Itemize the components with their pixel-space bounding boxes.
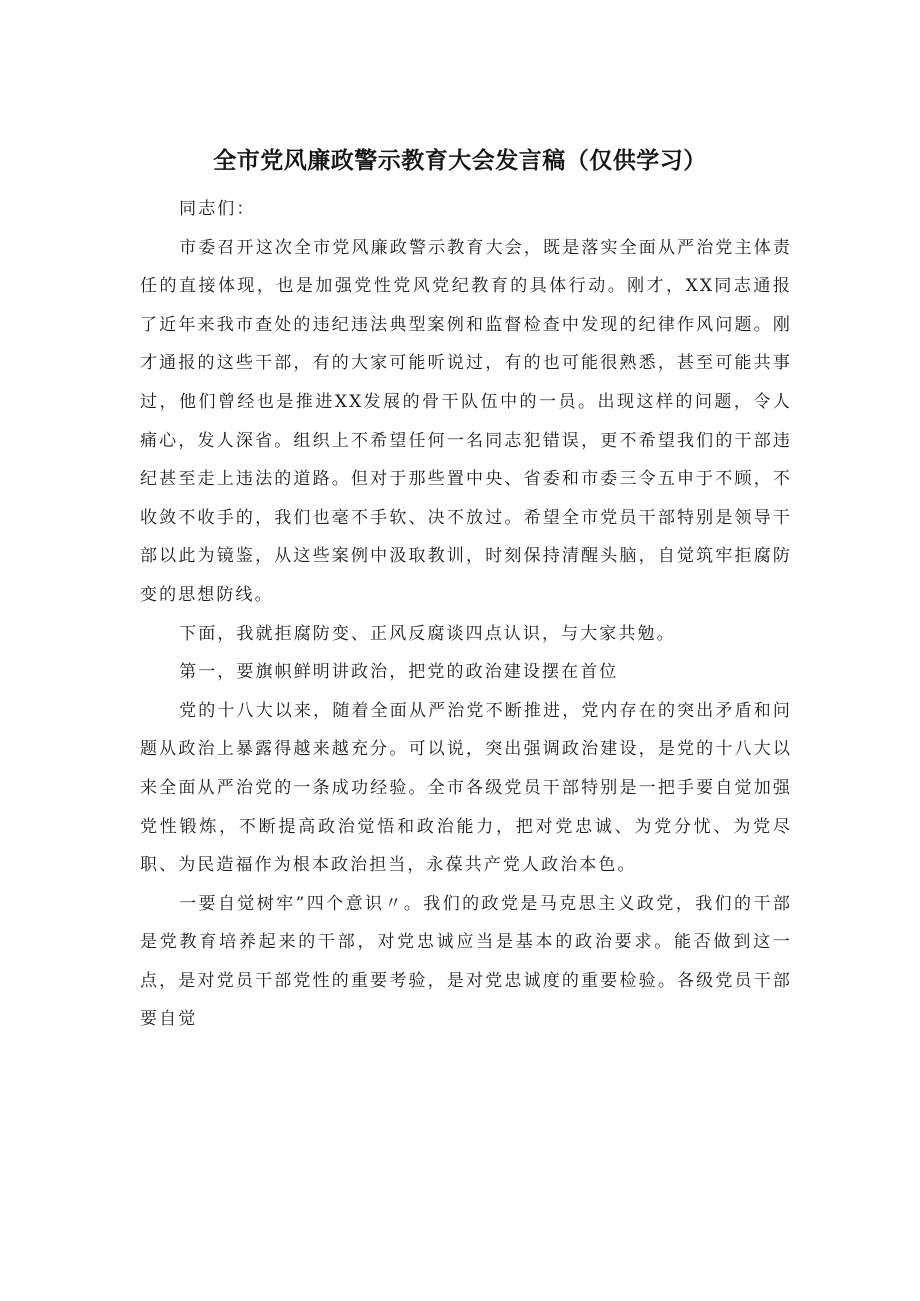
body-paragraph: 一要自觉树牢”四个意识〃。我们的政党是马克思主义政党，我们的干部是党教育培养起来的干部，对党忠诚应当是基本的政治要求。能否做到这一点，是对党员干部党性的重要考验，是对党忠诚度的重要检验。各级党员干部要自觉	[140, 893, 792, 1030]
section-heading: 第一，要旗帜鲜明讲政治，把党的政治建设摆在首位	[179, 662, 619, 683]
opening-paragraph: 市委召开这次全市党风廉政警示教育大会，既是落实全面从严治党主体责任的直接体现，也是加强党性党风党纪教育的具体行动。刚才，XX同志通报了近年来我市查处的违纪违法典型案例和监督检查中发现的纪律作风问题。刚才通报的这些干部，有的大家可能听说过，有的也可能很熟悉，甚至可能共事过，他们曾经也是推进XX发展的骨干队伍中的一员。出现这样的问题，令人痛心，发人深省。组织上不希望任何一名同志犯错误，更不希望我们的干部违纪甚至走上违法的道路。但对于那些置中央、省委和市委三令五申于不顾，不收敛不收手的，我们也毫不手软、决不放过。希望全市党员干部特别是领导干部以此为镜鉴，从这些案例中汲取教训，时刻保持清醒头脑，自觉筑牢拒腐防变的思想防线。	[140, 237, 792, 605]
document-title: 全市党风廉政警示教育大会发言稿（仅供学习）	[213, 148, 707, 174]
document-body	[140, 190, 792, 1039]
salutation-paragraph: 同志们：	[179, 199, 256, 219]
transition-paragraph: 下面，我就拒腐防变、正风反腐谈四点认识，与大家共勉。	[179, 623, 676, 644]
body-paragraph: 党的十八大以来，随着全面从严治党不断推进，党内存在的突出矛盾和问题从政治上暴露得越来越充分。可以说，突出强调政治建设，是党的十八大以来全面从严治党的一条成功经验。全市各级党员干部特别是一把手要自觉加强党性锻炼，不断提高政治觉悟和政治能力，把对党忠诚、为党分忧、为党尽职、为民造福作为根本政治担当，永葆共产党人政治本色。	[140, 700, 792, 876]
